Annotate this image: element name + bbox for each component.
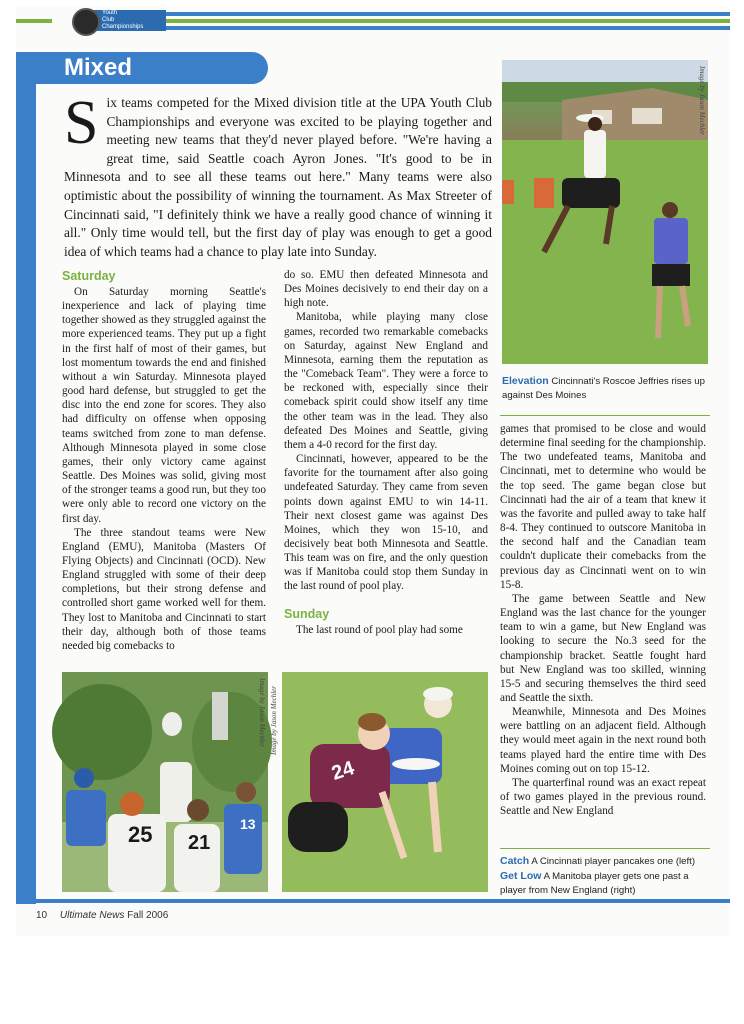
article-paragraph: The three standout teams were New England (EMU), Manitoba (Masters Of Flying Objects) and Cincinnati (OCD). New England struggled with some of their deep completions, but their strong defense and controlled short game worked well for them. They lost to Manitoba and Cincinnati to start their day, although both of those teams needed big comebacks to <box>62 526 266 652</box>
article-paragraph: The last round of pool play had some <box>296 623 463 636</box>
logo-disc-icon <box>72 8 100 36</box>
article-paragraph: games that promised to be close and would determine final seeding for the championship. The two undefeated teams, Manitoba and Cincinnati, met to determine who would be the top seed. The game began close but Cincinnati had the air of a team that knew it was the favorite and pulled away to take half 8-4. They continued to outscore Manitoba in the second half and the Canadian team couldn't duplicate their comebacks from the previous day as Cincinnati went on to win 15-8. <box>500 423 706 591</box>
photo-credit: Image by Jason Mechler <box>270 686 278 756</box>
article-column-1 <box>62 268 266 653</box>
subhead-saturday: Saturday <box>62 269 116 283</box>
photo-catch <box>62 672 268 892</box>
caption-text: Cincinnati's Roscoe Jeffries rises up against Des Moines <box>502 376 705 401</box>
magazine-name: Ultimate News <box>59 910 125 921</box>
photo-catch-illustration <box>62 672 268 892</box>
article-paragraph: Meanwhile, Minnesota and Des Moines were battling on an adjacent field. Although they would meet again in the next round both teams played hard the entire time with Des Moines coming out on top 15-12. <box>500 706 706 775</box>
jersey-number: 25 <box>128 822 153 847</box>
upa-youth-club-logo <box>60 8 168 38</box>
caption-text: A Cincinnati player pancakes one (left) <box>531 856 696 867</box>
jersey-number: 21 <box>188 832 211 854</box>
magazine-page <box>16 6 730 936</box>
bottom-blue-frame <box>16 899 730 903</box>
header-green-bar <box>156 19 730 23</box>
caption-title: Elevation <box>502 375 549 387</box>
logo-wordmark: Youth Club Championships <box>90 10 166 31</box>
photo-get-low <box>270 672 488 892</box>
caption-catch-get-low <box>500 854 710 898</box>
caption-divider <box>500 415 710 416</box>
jersey-number: 24 <box>328 757 357 785</box>
caption-title: Get Low <box>500 870 542 882</box>
article-paragraph: The game between Seattle and New England was the last chance for the younger team to win a game, but New England was looking to secure the No.3 seed for the championship bracket. Seattle fought hard but New England was too skilled, winning 15-5 and securing themselves the third seed and Seattle the sixth. <box>500 592 706 704</box>
left-blue-frame <box>16 52 36 904</box>
intro-text: ix teams competed for the Mixed division title at the UPA Youth Club Championships and everyone was excited to be playing together and meeting new teams that they'd never played before. "We're having a great time, said Seattle coach Ayron Jones. "It's good to be in Minnesota and to see all these teams out here." Many teams were also optimistic about the possibility of winning the tournament. As Max Streeter of Cincinnati said, "I definitely think we have a really good chance of winning it all." Only time would tell, but the first day of play was enough to get a good idea of which teams had a chance to play late into Sunday. <box>64 95 492 259</box>
article-column-2 <box>284 268 488 637</box>
article-paragraph: On Saturday morning Seattle's inexperience and lack of playing time together showed as they struggled against the more experienced teams. They put up a fight in the first half of most of their games, but lost momentum towards the end and finished without a win Saturday. Minnesota played good hard defense, but struggled to get the disc into the end zone for scores. They also had difficulty on offense when opposing teams switched from zone to man defense. Although Minnesota played in some close games, their only victory came against Seattle. Des Moines was solid, giving most of the stronger teams a good run, but they too were only able to record one victory on the first day. <box>62 286 266 525</box>
section-title-tab <box>16 52 268 84</box>
article-paragraph: do so. EMU then defeated Minnesota and Des Moines decisively to end their day on a high note. <box>284 269 488 310</box>
photo-credit: Image by Jason Mechler <box>698 66 706 136</box>
photo-elevation <box>502 60 708 364</box>
caption-title: Catch <box>500 855 530 867</box>
section-title: Mixed <box>64 54 133 81</box>
photo-credit: Image by Jason Mechler <box>258 678 266 748</box>
jersey-number: 13 <box>240 816 256 832</box>
photo-elevation-illustration <box>502 60 708 364</box>
caption-elevation <box>502 374 708 403</box>
caption-text: A Manitoba player gets one past a player from New England (right) <box>500 871 689 896</box>
issue-date: Fall 2006 <box>127 910 169 921</box>
header-green-bar-left <box>16 19 52 23</box>
header-blue-bar-top <box>156 12 730 16</box>
drop-cap: S <box>64 89 99 157</box>
header-blue-bar-bottom <box>156 26 730 30</box>
page-number: 10 <box>36 910 48 921</box>
caption-divider <box>500 848 710 849</box>
article-paragraph: The quarterfinal round was an exact repeat of two games played in the previous round. Seattle and New England <box>500 776 706 818</box>
subhead-sunday: Sunday <box>284 606 330 621</box>
article-paragraph: Cincinnati, however, appeared to be the favorite for the tournament after also going undefeated Saturday. They came from seven points down against EMU to win 14-11. Their next closest game was against Des Moines, which they won 15-10, and decisively beat both Minnesota and Seattle. This team was on fire, and the only question was if Manitoba could stop them Sunday in the last round of pool play. <box>284 453 488 593</box>
intro-paragraph <box>64 89 492 261</box>
photo-get-low-illustration <box>282 672 488 892</box>
page-footer <box>36 910 168 921</box>
article-paragraph: Manitoba, while playing many close games, recorded two remarkable comebacks on Saturday, against New England and Minnesota, earning them the reputation as the "Comeback Team". They were a force to be reckoned with, especially since their comeback spirit could show itself any time the other team was in the lead. They also defeated Des Moines and Seattle, giving them a 4-0 record for the first day. <box>284 311 488 451</box>
article-column-3 <box>500 422 706 818</box>
